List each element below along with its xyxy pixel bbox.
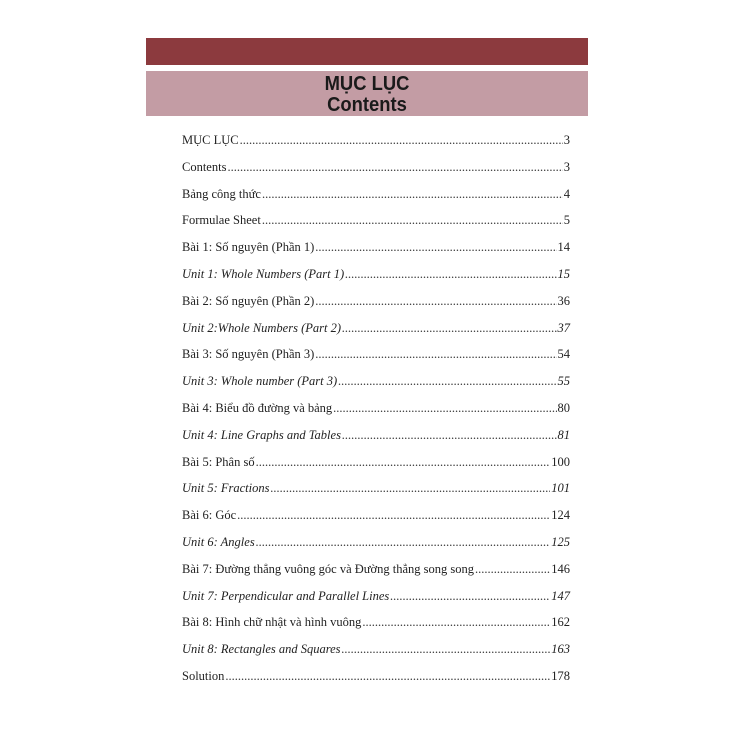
toc-entry-label: Unit 6: Angles	[182, 534, 255, 549]
toc-entry-page-number: 14	[557, 240, 570, 255]
toc-entry-label: Bài 2: Số nguyên (Phần 2)	[182, 293, 315, 308]
toc-entry-page-number: 100	[551, 454, 570, 469]
toc-entry-label: Bài 3: Số nguyên (Phần 3)	[182, 347, 315, 362]
toc-entry-page-number: 125	[551, 534, 570, 549]
toc-dot-leader	[333, 401, 556, 416]
toc-dot-leader	[256, 455, 551, 470]
toc-dot-leader	[227, 160, 562, 175]
toc-entry-label: Formulae Sheet	[182, 213, 261, 228]
toc-entry-label: Bài 4: Biểu đồ đường và bảng	[182, 400, 333, 415]
toc-entry-page-number: 3	[563, 133, 570, 147]
toc-dot-leader	[362, 615, 550, 630]
toc-entry[interactable]	[182, 374, 570, 401]
toc-entry-label: Unit 5: Fractions	[182, 481, 270, 496]
toc-entry-page-number: 101	[551, 481, 570, 496]
toc-entry-page-number: 146	[551, 561, 570, 576]
toc-dot-leader	[342, 321, 556, 336]
toc-entry-page-number: 81	[557, 427, 570, 442]
toc-dot-leader	[225, 669, 550, 684]
toc-dot-leader	[315, 347, 556, 362]
toc-entry[interactable]	[182, 535, 570, 562]
toc-entry-page-number: 80	[557, 400, 570, 415]
toc-entry[interactable]	[182, 160, 570, 187]
toc-entry-page-number: 37	[557, 320, 570, 335]
toc-entry-page-number: 4	[563, 186, 570, 201]
toc-entry-label: Unit 1: Whole Numbers (Part 1)	[182, 266, 345, 281]
title-band	[146, 71, 588, 116]
toc-entry-label: Bài 5: Phân số	[182, 454, 255, 469]
toc-dot-leader	[271, 481, 551, 496]
toc-entry[interactable]	[182, 589, 570, 616]
toc-entry-page-number: 36	[557, 293, 570, 308]
toc-entry-page-number: 15	[557, 266, 570, 281]
toc-dot-leader	[315, 294, 556, 309]
toc-entry[interactable]	[182, 321, 570, 348]
toc-entry-label: Unit 4: Line Graphs and Tables	[182, 427, 341, 442]
toc-entry[interactable]	[182, 428, 570, 455]
toc-entry-page-number: 3	[563, 159, 570, 174]
table-of-contents	[182, 133, 570, 696]
toc-entry-page-number: 162	[551, 615, 570, 630]
toc-entry[interactable]	[182, 615, 570, 642]
toc-entry-label: Bài 7: Đường thẳng vuông góc và Đường thẳng song song	[182, 561, 475, 576]
toc-entry[interactable]	[182, 481, 570, 508]
toc-entry-page-number: 178	[551, 668, 570, 683]
toc-dot-leader	[338, 374, 556, 389]
toc-dot-leader	[390, 589, 550, 604]
toc-entry-page-number: 124	[551, 508, 570, 523]
toc-entry-label: Solution	[182, 668, 225, 683]
toc-entry[interactable]	[182, 508, 570, 535]
toc-entry-page-number: 163	[551, 642, 570, 657]
toc-entry-label: Unit 3: Whole number (Part 3)	[182, 374, 338, 389]
toc-dot-leader	[342, 642, 551, 657]
toc-entry-label: Unit 2:Whole Numbers (Part 2)	[182, 320, 342, 335]
toc-entry[interactable]	[182, 240, 570, 267]
toc-dot-leader	[315, 240, 556, 255]
toc-dot-leader	[262, 213, 563, 228]
toc-entry[interactable]	[182, 562, 570, 589]
page-title-vietnamese: MỤC LỤC	[324, 73, 410, 95]
toc-entry-label: Bài 6: Góc	[182, 508, 237, 523]
page-title-english: Contents	[327, 94, 407, 116]
toc-entry-label: Bảng công thức	[182, 186, 261, 201]
toc-entry-page-number: 5	[563, 213, 570, 228]
toc-entry-label: Bài 1: Số nguyên (Phần 1)	[182, 240, 315, 255]
toc-entry-page-number: 55	[557, 374, 570, 389]
toc-entry-label: Contents	[182, 159, 227, 174]
toc-dot-leader	[342, 428, 557, 443]
toc-entry[interactable]	[182, 455, 570, 482]
toc-entry[interactable]	[182, 642, 570, 669]
toc-entry[interactable]	[182, 294, 570, 321]
toc-entry[interactable]	[182, 187, 570, 214]
toc-entry[interactable]	[182, 213, 570, 240]
toc-entry[interactable]	[182, 267, 570, 294]
toc-dot-leader	[237, 508, 550, 523]
toc-entry[interactable]	[182, 401, 570, 428]
toc-entry-label: Bài 8: Hình chữ nhật và hình vuông	[182, 615, 362, 630]
toc-entry[interactable]	[182, 669, 570, 696]
toc-dot-leader	[345, 267, 556, 282]
toc-entry-page-number: 147	[551, 588, 570, 603]
toc-entry-label: Unit 7: Perpendicular and Parallel Lines	[182, 588, 390, 603]
toc-dot-leader	[262, 187, 563, 202]
toc-entry[interactable]	[182, 347, 570, 374]
toc-entry-label: MỤC LỤC	[182, 133, 239, 147]
top-decorative-band	[146, 38, 588, 65]
toc-entry-label: Unit 8: Rectangles and Squares	[182, 642, 341, 657]
toc-dot-leader	[256, 535, 551, 550]
toc-dot-leader	[475, 562, 550, 577]
toc-entry-page-number: 54	[557, 347, 570, 362]
toc-dot-leader	[240, 133, 563, 148]
toc-entry[interactable]	[182, 133, 570, 160]
